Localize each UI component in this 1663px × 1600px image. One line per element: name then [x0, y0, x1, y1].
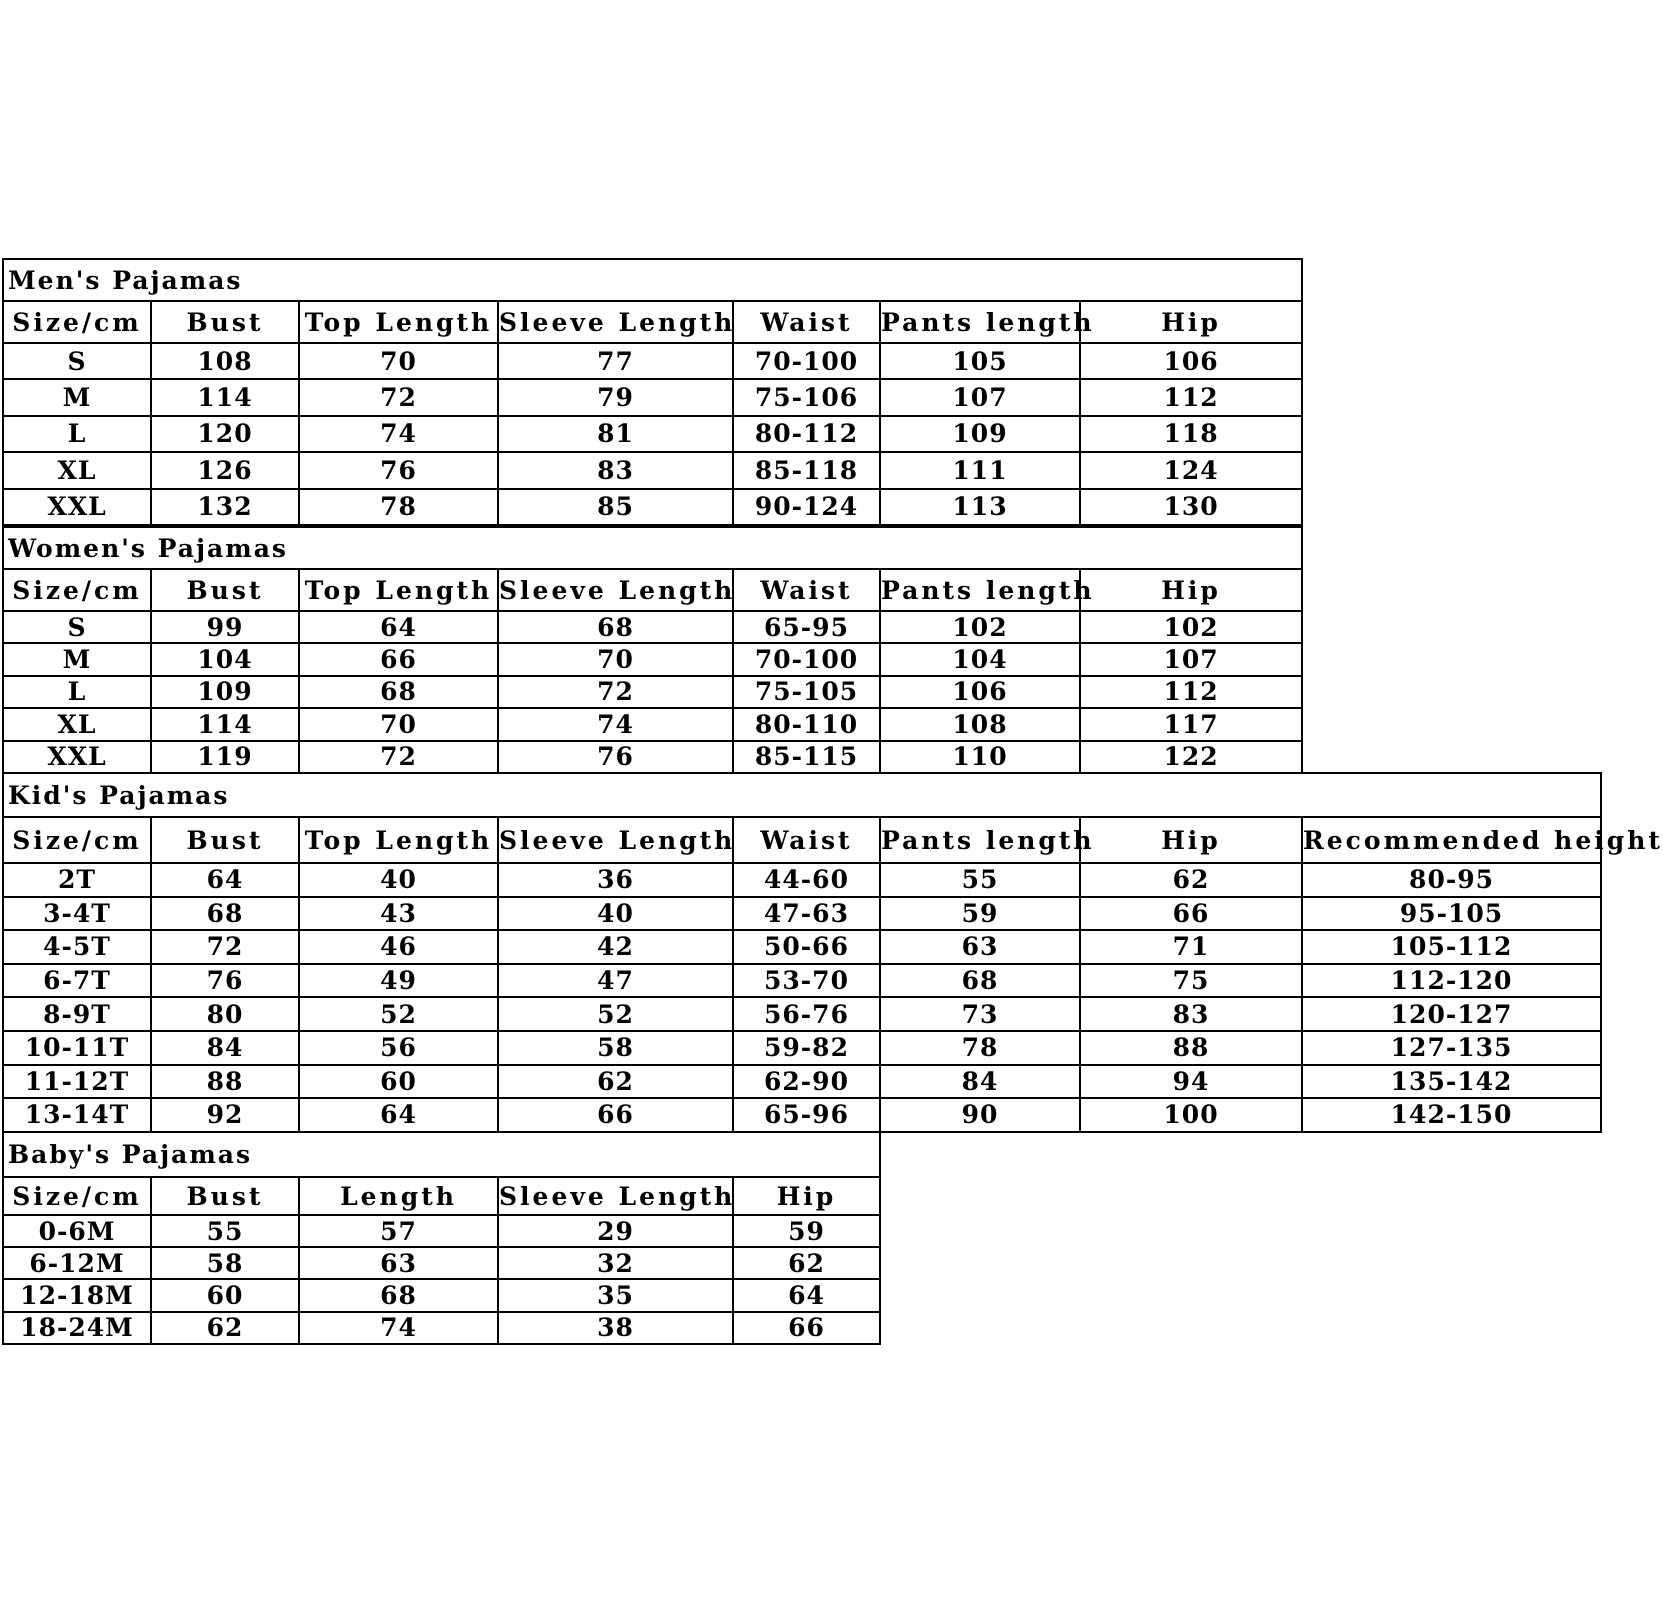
column-header: Sleeve Length — [498, 569, 733, 611]
column-header: Sleeve Length — [498, 817, 733, 863]
measurement-cell: 58 — [498, 1031, 733, 1065]
size-cell: S — [3, 611, 151, 643]
measurement-cell: 112 — [1080, 379, 1302, 415]
measurement-cell: 81 — [498, 416, 733, 452]
measurement-cell: 117 — [1080, 708, 1302, 740]
size-cell: 18-24M — [3, 1312, 151, 1344]
measurement-cell: 66 — [733, 1312, 880, 1344]
measurement-cell: 95-105 — [1302, 897, 1601, 931]
measurement-cell: 62 — [151, 1312, 299, 1344]
measurement-cell: 72 — [151, 930, 299, 964]
measurement-cell: 83 — [1080, 997, 1302, 1031]
measurement-cell: 59-82 — [733, 1031, 880, 1065]
measurement-cell: 120-127 — [1302, 997, 1601, 1031]
size-cell: L — [3, 676, 151, 708]
column-header: Bust — [151, 817, 299, 863]
measurement-cell: 106 — [880, 676, 1080, 708]
column-header: Waist — [733, 301, 880, 343]
measurement-cell: 88 — [1080, 1031, 1302, 1065]
column-header: Pants length — [880, 817, 1080, 863]
measurement-cell: 71 — [1080, 930, 1302, 964]
size-cell: XL — [3, 708, 151, 740]
table-row — [3, 452, 1302, 488]
column-header: Hip — [1080, 817, 1302, 863]
measurement-cell: 50-66 — [733, 930, 880, 964]
measurement-cell: 32 — [498, 1247, 733, 1279]
measurement-cell: 68 — [880, 964, 1080, 998]
size-cell: 10-11T — [3, 1031, 151, 1065]
measurement-cell: 105 — [880, 343, 1080, 379]
measurement-cell: 109 — [151, 676, 299, 708]
table-row — [3, 643, 1302, 675]
measurement-cell: 108 — [880, 708, 1080, 740]
table-row — [3, 964, 1601, 998]
table-row — [3, 489, 1302, 525]
measurement-cell: 70 — [299, 708, 498, 740]
column-header: Length — [299, 1177, 498, 1215]
column-header: Top Length — [299, 817, 498, 863]
measurement-cell: 84 — [151, 1031, 299, 1065]
men-size-table — [2, 258, 1303, 526]
column-header: Hip — [733, 1177, 880, 1215]
column-header: Sleeve Length — [498, 1177, 733, 1215]
measurement-cell: 75-105 — [733, 676, 880, 708]
column-header: Top Length — [299, 569, 498, 611]
table-row — [3, 741, 1302, 773]
measurement-cell: 83 — [498, 452, 733, 488]
measurement-cell: 63 — [299, 1247, 498, 1279]
size-cell: 8-9T — [3, 997, 151, 1031]
table-row — [3, 708, 1302, 740]
table-row — [3, 1279, 880, 1311]
measurement-cell: 60 — [151, 1279, 299, 1311]
measurement-cell: 80-110 — [733, 708, 880, 740]
measurement-cell: 72 — [498, 676, 733, 708]
measurement-cell: 120 — [151, 416, 299, 452]
measurement-cell: 102 — [1080, 611, 1302, 643]
measurement-cell: 70 — [498, 643, 733, 675]
measurement-cell: 124 — [1080, 452, 1302, 488]
measurement-cell: 76 — [151, 964, 299, 998]
measurement-cell: 60 — [299, 1065, 498, 1099]
measurement-cell: 62 — [733, 1247, 880, 1279]
table-row — [3, 1247, 880, 1279]
column-header: Waist — [733, 817, 880, 863]
kid-size-table — [2, 772, 1663, 1133]
measurement-cell: 59 — [733, 1215, 880, 1247]
measurement-cell: 64 — [299, 611, 498, 643]
table-row — [3, 611, 1302, 643]
measurement-cell: 76 — [498, 741, 733, 773]
measurement-cell: 47-63 — [733, 897, 880, 931]
column-header: Size/cm — [3, 301, 151, 343]
measurement-cell: 135-142 — [1302, 1065, 1601, 1099]
size-cell: XL — [3, 452, 151, 488]
women-header-row — [3, 569, 1302, 611]
measurement-cell: 62 — [498, 1065, 733, 1099]
measurement-cell: 63 — [880, 930, 1080, 964]
measurement-cell: 70-100 — [733, 343, 880, 379]
size-cell: 3-4T — [3, 897, 151, 931]
measurement-cell: 110 — [880, 741, 1080, 773]
measurement-cell: 68 — [498, 611, 733, 643]
measurement-cell: 112-120 — [1302, 964, 1601, 998]
size-cell: XXL — [3, 741, 151, 773]
measurement-cell: 84 — [880, 1065, 1080, 1099]
column-header: Top Length — [299, 301, 498, 343]
measurement-cell: 29 — [498, 1215, 733, 1247]
measurement-cell: 53-70 — [733, 964, 880, 998]
measurement-cell: 74 — [498, 708, 733, 740]
column-header: Pants length — [880, 569, 1080, 611]
size-cell: 2T — [3, 863, 151, 897]
measurement-cell: 108 — [151, 343, 299, 379]
table-row — [3, 1312, 880, 1344]
measurement-cell: 38 — [498, 1312, 733, 1344]
measurement-cell: 88 — [151, 1065, 299, 1099]
measurement-cell: 114 — [151, 379, 299, 415]
size-cell: XXL — [3, 489, 151, 525]
table-row — [3, 1031, 1601, 1065]
measurement-cell: 55 — [151, 1215, 299, 1247]
measurement-cell: 40 — [498, 897, 733, 931]
measurement-cell: 65-96 — [733, 1098, 880, 1132]
measurement-cell: 85-118 — [733, 452, 880, 488]
measurement-cell: 92 — [151, 1098, 299, 1132]
measurement-cell: 76 — [299, 452, 498, 488]
size-cell: 4-5T — [3, 930, 151, 964]
measurement-cell: 72 — [299, 741, 498, 773]
measurement-cell: 56-76 — [733, 997, 880, 1031]
size-cell: M — [3, 643, 151, 675]
size-cell: 11-12T — [3, 1065, 151, 1099]
size-cell: 13-14T — [3, 1098, 151, 1132]
measurement-cell: 80-95 — [1302, 863, 1601, 897]
measurement-cell: 78 — [880, 1031, 1080, 1065]
measurement-cell: 100 — [1080, 1098, 1302, 1132]
measurement-cell: 109 — [880, 416, 1080, 452]
size-cell: S — [3, 343, 151, 379]
column-header: Size/cm — [3, 569, 151, 611]
measurement-cell: 99 — [151, 611, 299, 643]
measurement-cell: 62-90 — [733, 1065, 880, 1099]
measurement-cell: 132 — [151, 489, 299, 525]
measurement-cell: 77 — [498, 343, 733, 379]
measurement-cell: 94 — [1080, 1065, 1302, 1099]
measurement-cell: 36 — [498, 863, 733, 897]
measurement-cell: 80 — [151, 997, 299, 1031]
measurement-cell: 126 — [151, 452, 299, 488]
measurement-cell: 68 — [299, 1279, 498, 1311]
measurement-cell: 72 — [299, 379, 498, 415]
measurement-cell: 65-95 — [733, 611, 880, 643]
men-size-table-section — [2, 258, 1303, 526]
measurement-cell: 142-150 — [1302, 1098, 1601, 1132]
baby-size-table — [2, 1131, 881, 1345]
table-row — [3, 416, 1302, 452]
kid-size-table-section — [2, 772, 1663, 1133]
measurement-cell: 112 — [1080, 676, 1302, 708]
measurement-cell: 122 — [1080, 741, 1302, 773]
measurement-cell: 90-124 — [733, 489, 880, 525]
column-header: Hip — [1080, 569, 1302, 611]
measurement-cell: 118 — [1080, 416, 1302, 452]
measurement-cell: 46 — [299, 930, 498, 964]
size-cell: 6-7T — [3, 964, 151, 998]
measurement-cell: 68 — [151, 897, 299, 931]
measurement-cell: 52 — [498, 997, 733, 1031]
baby-header-row — [3, 1177, 880, 1215]
men-table-title: Men's Pajamas — [3, 259, 1302, 301]
column-header: Hip — [1080, 301, 1302, 343]
women-size-table-section — [2, 526, 1303, 774]
measurement-cell: 70-100 — [733, 643, 880, 675]
measurement-cell: 105-112 — [1302, 930, 1601, 964]
size-cell: 0-6M — [3, 1215, 151, 1247]
measurement-cell: 104 — [151, 643, 299, 675]
measurement-cell: 62 — [1080, 863, 1302, 897]
measurement-cell: 64 — [151, 863, 299, 897]
table-row — [3, 930, 1601, 964]
measurement-cell: 102 — [880, 611, 1080, 643]
measurement-cell: 64 — [299, 1098, 498, 1132]
measurement-cell: 66 — [498, 1098, 733, 1132]
size-cell: L — [3, 416, 151, 452]
measurement-cell: 79 — [498, 379, 733, 415]
measurement-cell: 66 — [299, 643, 498, 675]
measurement-cell: 75 — [1080, 964, 1302, 998]
column-header: Bust — [151, 569, 299, 611]
measurement-cell: 49 — [299, 964, 498, 998]
table-row — [3, 1065, 1601, 1099]
table-row — [3, 676, 1302, 708]
measurement-cell: 58 — [151, 1247, 299, 1279]
table-row — [3, 379, 1302, 415]
measurement-cell: 74 — [299, 1312, 498, 1344]
measurement-cell: 127-135 — [1302, 1031, 1601, 1065]
measurement-cell: 114 — [151, 708, 299, 740]
baby-size-table-section — [2, 1131, 881, 1345]
measurement-cell: 40 — [299, 863, 498, 897]
measurement-cell: 107 — [880, 379, 1080, 415]
measurement-cell: 66 — [1080, 897, 1302, 931]
table-row — [3, 997, 1601, 1031]
table-row — [3, 1215, 880, 1247]
measurement-cell: 85-115 — [733, 741, 880, 773]
column-header: Size/cm — [3, 1177, 151, 1215]
measurement-cell: 42 — [498, 930, 733, 964]
table-row — [3, 897, 1601, 931]
column-header: Bust — [151, 301, 299, 343]
size-cell: M — [3, 379, 151, 415]
measurement-cell: 64 — [733, 1279, 880, 1311]
measurement-cell: 57 — [299, 1215, 498, 1247]
measurement-cell: 106 — [1080, 343, 1302, 379]
men-header-row — [3, 301, 1302, 343]
women-size-table — [2, 526, 1303, 774]
measurement-cell: 73 — [880, 997, 1080, 1031]
kid-header-row — [3, 817, 1601, 863]
measurement-cell: 75-106 — [733, 379, 880, 415]
column-header: Waist — [733, 569, 880, 611]
column-header: Recommended height — [1302, 817, 1601, 863]
table-row — [3, 1098, 1601, 1132]
measurement-cell: 90 — [880, 1098, 1080, 1132]
column-header: Bust — [151, 1177, 299, 1215]
measurement-cell: 43 — [299, 897, 498, 931]
measurement-cell: 74 — [299, 416, 498, 452]
size-cell: 6-12M — [3, 1247, 151, 1279]
measurement-cell: 111 — [880, 452, 1080, 488]
column-header: Sleeve Length — [498, 301, 733, 343]
women-table-title: Women's Pajamas — [3, 527, 1302, 569]
measurement-cell: 119 — [151, 741, 299, 773]
measurement-cell: 55 — [880, 863, 1080, 897]
measurement-cell: 52 — [299, 997, 498, 1031]
measurement-cell: 130 — [1080, 489, 1302, 525]
measurement-cell: 78 — [299, 489, 498, 525]
table-row — [3, 863, 1601, 897]
measurement-cell: 35 — [498, 1279, 733, 1311]
measurement-cell: 44-60 — [733, 863, 880, 897]
table-row — [3, 343, 1302, 379]
column-header: Size/cm — [3, 817, 151, 863]
measurement-cell: 70 — [299, 343, 498, 379]
measurement-cell: 47 — [498, 964, 733, 998]
measurement-cell: 85 — [498, 489, 733, 525]
measurement-cell: 59 — [880, 897, 1080, 931]
measurement-cell: 113 — [880, 489, 1080, 525]
measurement-cell: 56 — [299, 1031, 498, 1065]
size-cell: 12-18M — [3, 1279, 151, 1311]
measurement-cell: 107 — [1080, 643, 1302, 675]
measurement-cell: 80-112 — [733, 416, 880, 452]
kid-table-title: Kid's Pajamas — [3, 773, 1601, 817]
measurement-cell: 104 — [880, 643, 1080, 675]
measurement-cell: 68 — [299, 676, 498, 708]
column-header: Pants length — [880, 301, 1080, 343]
baby-table-title: Baby's Pajamas — [3, 1132, 880, 1177]
